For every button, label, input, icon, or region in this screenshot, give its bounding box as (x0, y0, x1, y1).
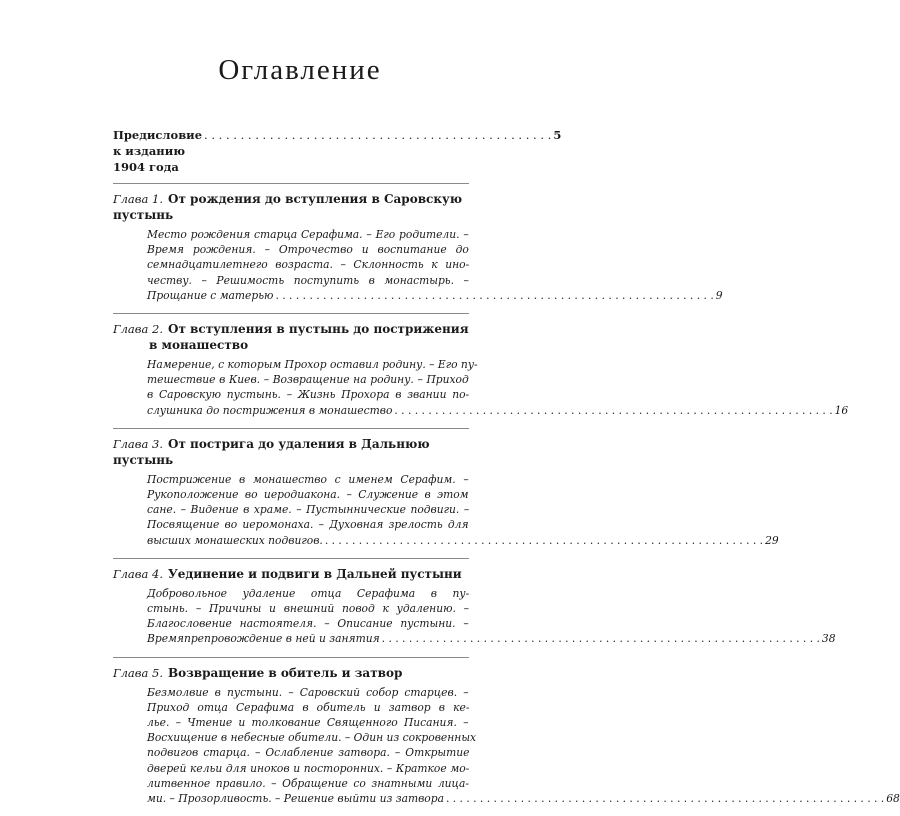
preface-page: 5 (553, 128, 562, 142)
summary-text: подвигов старца. – Ослабление затвора. – Открытие (147, 746, 470, 760)
summary-text: Благословение настоятеля. – Описание пустыни. – (147, 617, 469, 631)
summary-text: тешествие в Киев. – Возвращение на родину. – Приход (147, 373, 469, 387)
summary-line (147, 487, 469, 502)
summary-line (147, 715, 469, 730)
summary-line (147, 288, 723, 303)
summary-text: Восхищение в небесные обители. – Один из сокровенных (147, 731, 477, 745)
toc-preface-entry (113, 127, 562, 184)
summary-line (147, 227, 469, 242)
summary-line (147, 242, 469, 257)
summary-line (147, 685, 469, 700)
summary-line (147, 776, 469, 791)
summary-text: высших монашеских подвигов. (147, 533, 323, 547)
summary-line (147, 257, 469, 272)
summary-line (147, 502, 469, 517)
summary-line (147, 586, 469, 601)
summary-text: стынь. – Причины и внешний повод к удалению. – (147, 602, 469, 616)
leader-dots: . . . . . . . . . . . . . . . . . . . . . . . . . . . . . . . . . . . . . . . . . . . . . . . . . . . . . . . . . . . . . . . . . (394, 403, 833, 417)
summary-text: семнадцатилетнего возраста. – Склонность к ино- (147, 258, 470, 272)
chapter-summary (113, 586, 836, 647)
summary-text: Рукоположение во иеродиакона. – Служение в этом (147, 488, 469, 502)
toc-chapter-entry (113, 429, 779, 559)
chapter-page: 68 (886, 792, 900, 806)
summary-text: Приход отца Серафима в обитель и затвор в ке- (147, 700, 470, 714)
chapter-number: Глава 4. (113, 566, 163, 581)
page-title: Оглавление (218, 54, 382, 86)
summary-line (147, 791, 900, 806)
summary-text: Посвящение во иеромонаха. – Духовная зрелость для (147, 518, 469, 532)
summary-text: Добровольное удаление отца Серафима в пу- (147, 586, 470, 600)
toc-chapter-entry (113, 658, 900, 816)
chapter-summary (113, 685, 900, 807)
chapter-summary (113, 472, 779, 548)
chapter-summary (113, 227, 723, 303)
chapter-page: 29 (765, 533, 779, 547)
summary-line (147, 372, 469, 387)
chapter-number: Глава 5. (113, 665, 163, 680)
chapter-title: От вступления в пустынь до пострижения (167, 322, 469, 337)
chapter-title: Возвращение в обитель и затвор (167, 665, 403, 680)
chapter-title: в монашество (149, 338, 249, 353)
chapter-page: 9 (715, 288, 723, 302)
table-of-contents (113, 127, 900, 816)
summary-line (147, 730, 477, 745)
chapter-title: От пострига до удаления в Дальнюю пустынь (113, 436, 430, 467)
summary-line (147, 357, 478, 372)
toc-chapter-entry (113, 559, 836, 658)
chapter-heading (113, 321, 469, 353)
leader-dots: . . . . . . . . . . . . . . . . . . . . . . . . . . . . . . . . . . . . . . . . . . . . . . . . . . . . . . . . . . . . . . . . . (324, 533, 764, 547)
chapter-number: Глава 2. (113, 322, 163, 337)
summary-line (147, 403, 849, 418)
summary-line (147, 387, 469, 402)
chapter-title: Уединение и подвиги в Дальней пустыни (167, 566, 462, 581)
summary-text: Время рождения. – Отрочество и воспитание до (147, 243, 469, 257)
toc-chapter-entry (113, 314, 849, 429)
summary-line (147, 601, 469, 616)
chapter-page: 16 (834, 403, 849, 417)
summary-line (147, 761, 469, 776)
chapter-number: Глава 1. (113, 192, 163, 206)
chapter-heading (113, 191, 469, 223)
summary-line (147, 517, 469, 532)
summary-text: литвенное правило. – Обращение со знатными лица- (147, 776, 469, 790)
leader-dots: . . . . . . . . . . . . . . . . . . . . . . . . . . . . . . . . . . . . . . . . . . . . . . . . (204, 128, 552, 142)
chapter-list (113, 184, 900, 816)
chapter-title: От рождения до вступления в Саровскую пустынь (113, 192, 463, 222)
summary-text: Намерение, с которым Прохор оставил родину. – Его пу- (147, 358, 478, 372)
summary-text: Место рождения старца Серафима. – Его родители. – (147, 228, 469, 241)
leader-dots: . . . . . . . . . . . . . . . . . . . . . . . . . . . . . . . . . . . . . . . . . . . . . . . . . . . . . . . . . . . . . . . . . (445, 792, 885, 806)
summary-line (147, 745, 469, 760)
summary-line (147, 616, 469, 631)
summary-text: дверей кельи для иноков и посторонних. – Краткое мо- (147, 761, 470, 775)
summary-text: Пострижение в монашество с именем Серафим. – (147, 472, 469, 486)
chapter-heading (113, 436, 469, 468)
leader-dots: . . . . . . . . . . . . . . . . . . . . . . . . . . . . . . . . . . . . . . . . . . . . . . . . . . . . . . . . . . . . . . . . . (275, 288, 714, 302)
summary-line (147, 472, 469, 487)
summary-line (147, 273, 469, 288)
chapter-heading (113, 665, 469, 681)
leader-dots: . . . . . . . . . . . . . . . . . . . . . . . . . . . . . . . . . . . . . . . . . . . . . . . . . . . . . . . . . . . . . . . . . (381, 632, 820, 646)
preface-label: Предисловие к изданию 1904 года (113, 128, 203, 174)
summary-text: Прощание с матерью (147, 288, 274, 302)
summary-text: честву. – Решимость поступить в монастырь. – (147, 273, 469, 287)
summary-text: ми. – Прозорливость. – Решение выйти из затвора (147, 792, 444, 806)
chapter-summary (113, 357, 849, 418)
summary-text: сане. – Видение в храме. – Пустыннические подвиги. – (147, 503, 470, 517)
summary-line (147, 631, 836, 646)
summary-text: слушника до пострижения в монашество (147, 403, 393, 417)
summary-text: Безмолвие в пустыни. – Саровский собор старцев. – (147, 685, 469, 699)
summary-text: лье. – Чтение и толкование Священного Писания. – (147, 716, 469, 730)
chapter-number: Глава 3. (113, 436, 163, 451)
chapter-page: 38 (821, 632, 836, 646)
toc-chapter-entry (113, 184, 723, 314)
chapter-heading (113, 566, 469, 582)
summary-text: Времяпрепровождение в ней и занятия (147, 632, 380, 646)
summary-text: в Саровскую пустынь. – Жизнь Прохора в звании по- (147, 388, 470, 402)
summary-line (147, 700, 469, 715)
summary-line (147, 533, 779, 548)
